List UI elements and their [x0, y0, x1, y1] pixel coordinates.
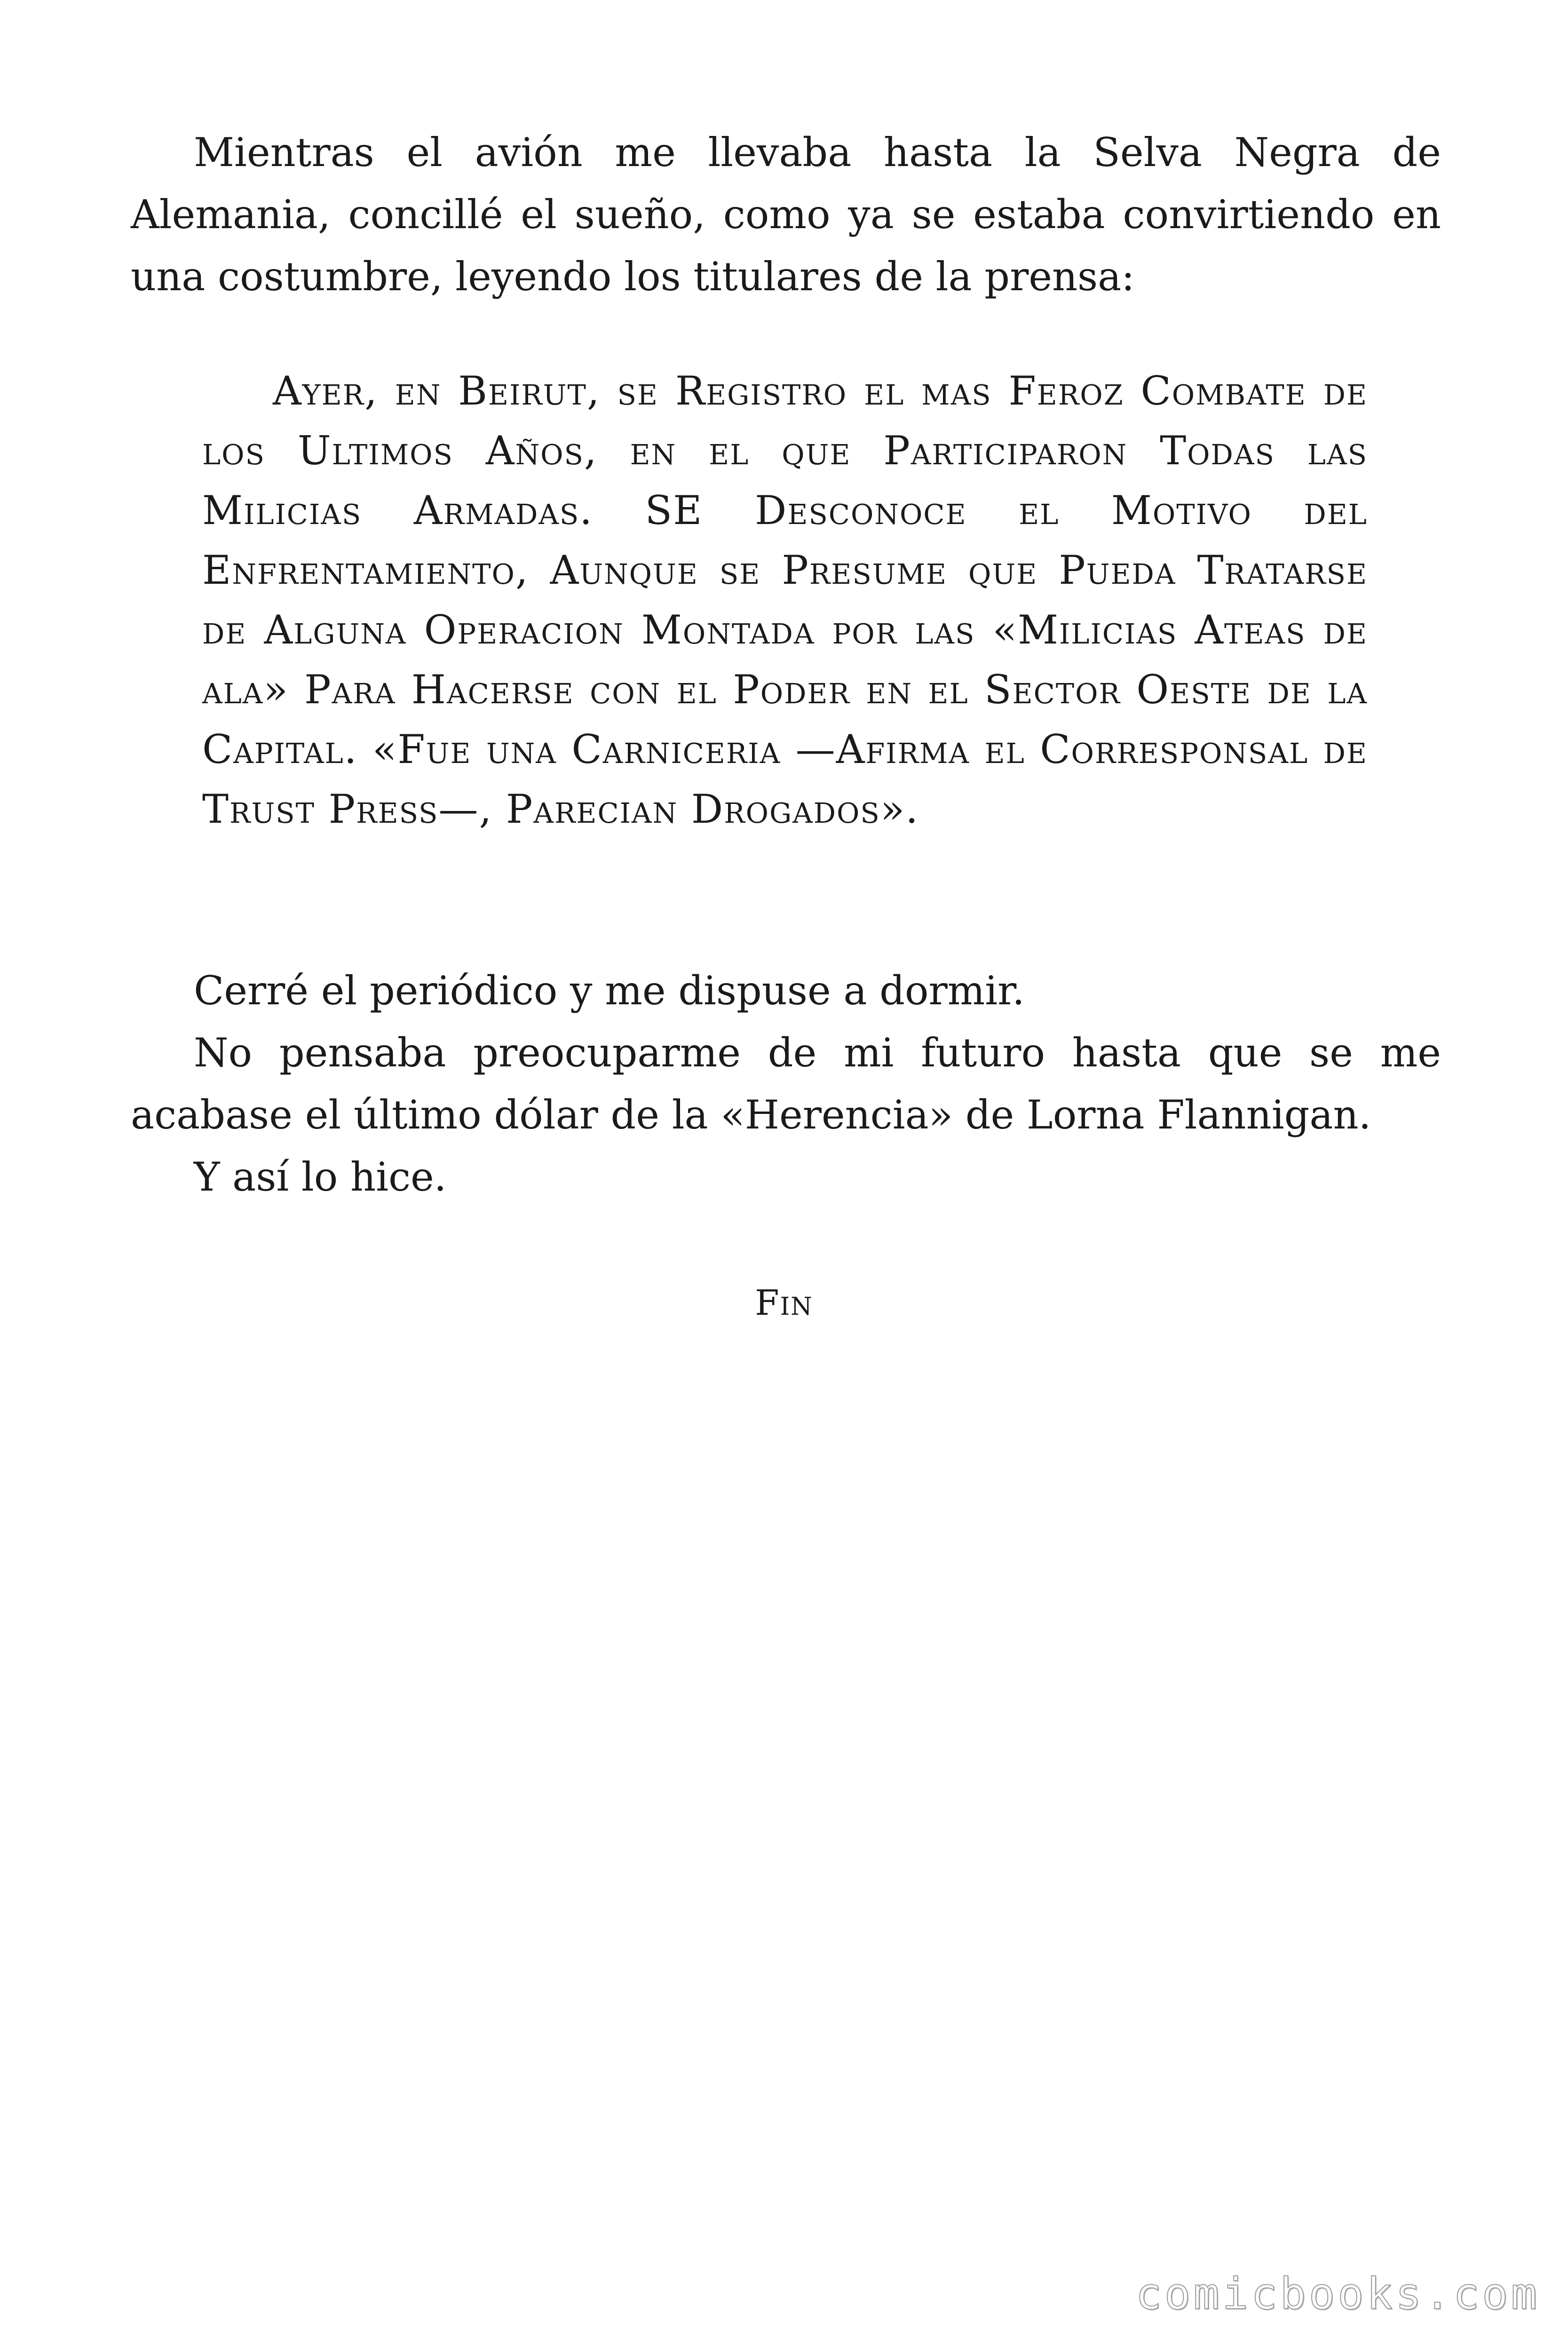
end-marker: Fin — [755, 1283, 813, 1323]
paragraph-final: Y así lo hice. — [194, 1154, 447, 1200]
paragraph-opening: Mientras el avión me llevaba hasta la Selva Negra de Alemania, concillé el sueño, como ya se estaba convirtiendo en una costumbre, leyendo los titulares de la prensa: — [131, 129, 1441, 300]
body-text-closing — [131, 960, 1441, 1208]
paragraph-future: No pensaba preocuparme de mi futuro hasta que se me acabase el último dólar de la «Herencia» de Lorna Flannigan. — [131, 1030, 1441, 1138]
press-headline-quote: Ayer, en Beirut, se Registro el mas Feroz Combate de los Ultimos Años, en el que Participaron Todas las Milicias Armadas. SE Desconoce el Motivo del Enfrentamiento, Aunque se Presume que Pueda Tratarse de Alguna Operacion Montada por las «Milicias Ateas de ala» Para Hacerse con el Poder en el Sector Oeste de la Capital. «Fue una Carniceria —Afirma el Corresponsal de Trust Press—, Parecian Drogados». — [202, 368, 1368, 832]
body-text-opening — [131, 121, 1441, 308]
paragraph-newspaper-closed: Cerré el periódico y me dispuse a dormir. — [194, 968, 1025, 1014]
watermark-logo: comicbooks.com — [1135, 2269, 1540, 2319]
